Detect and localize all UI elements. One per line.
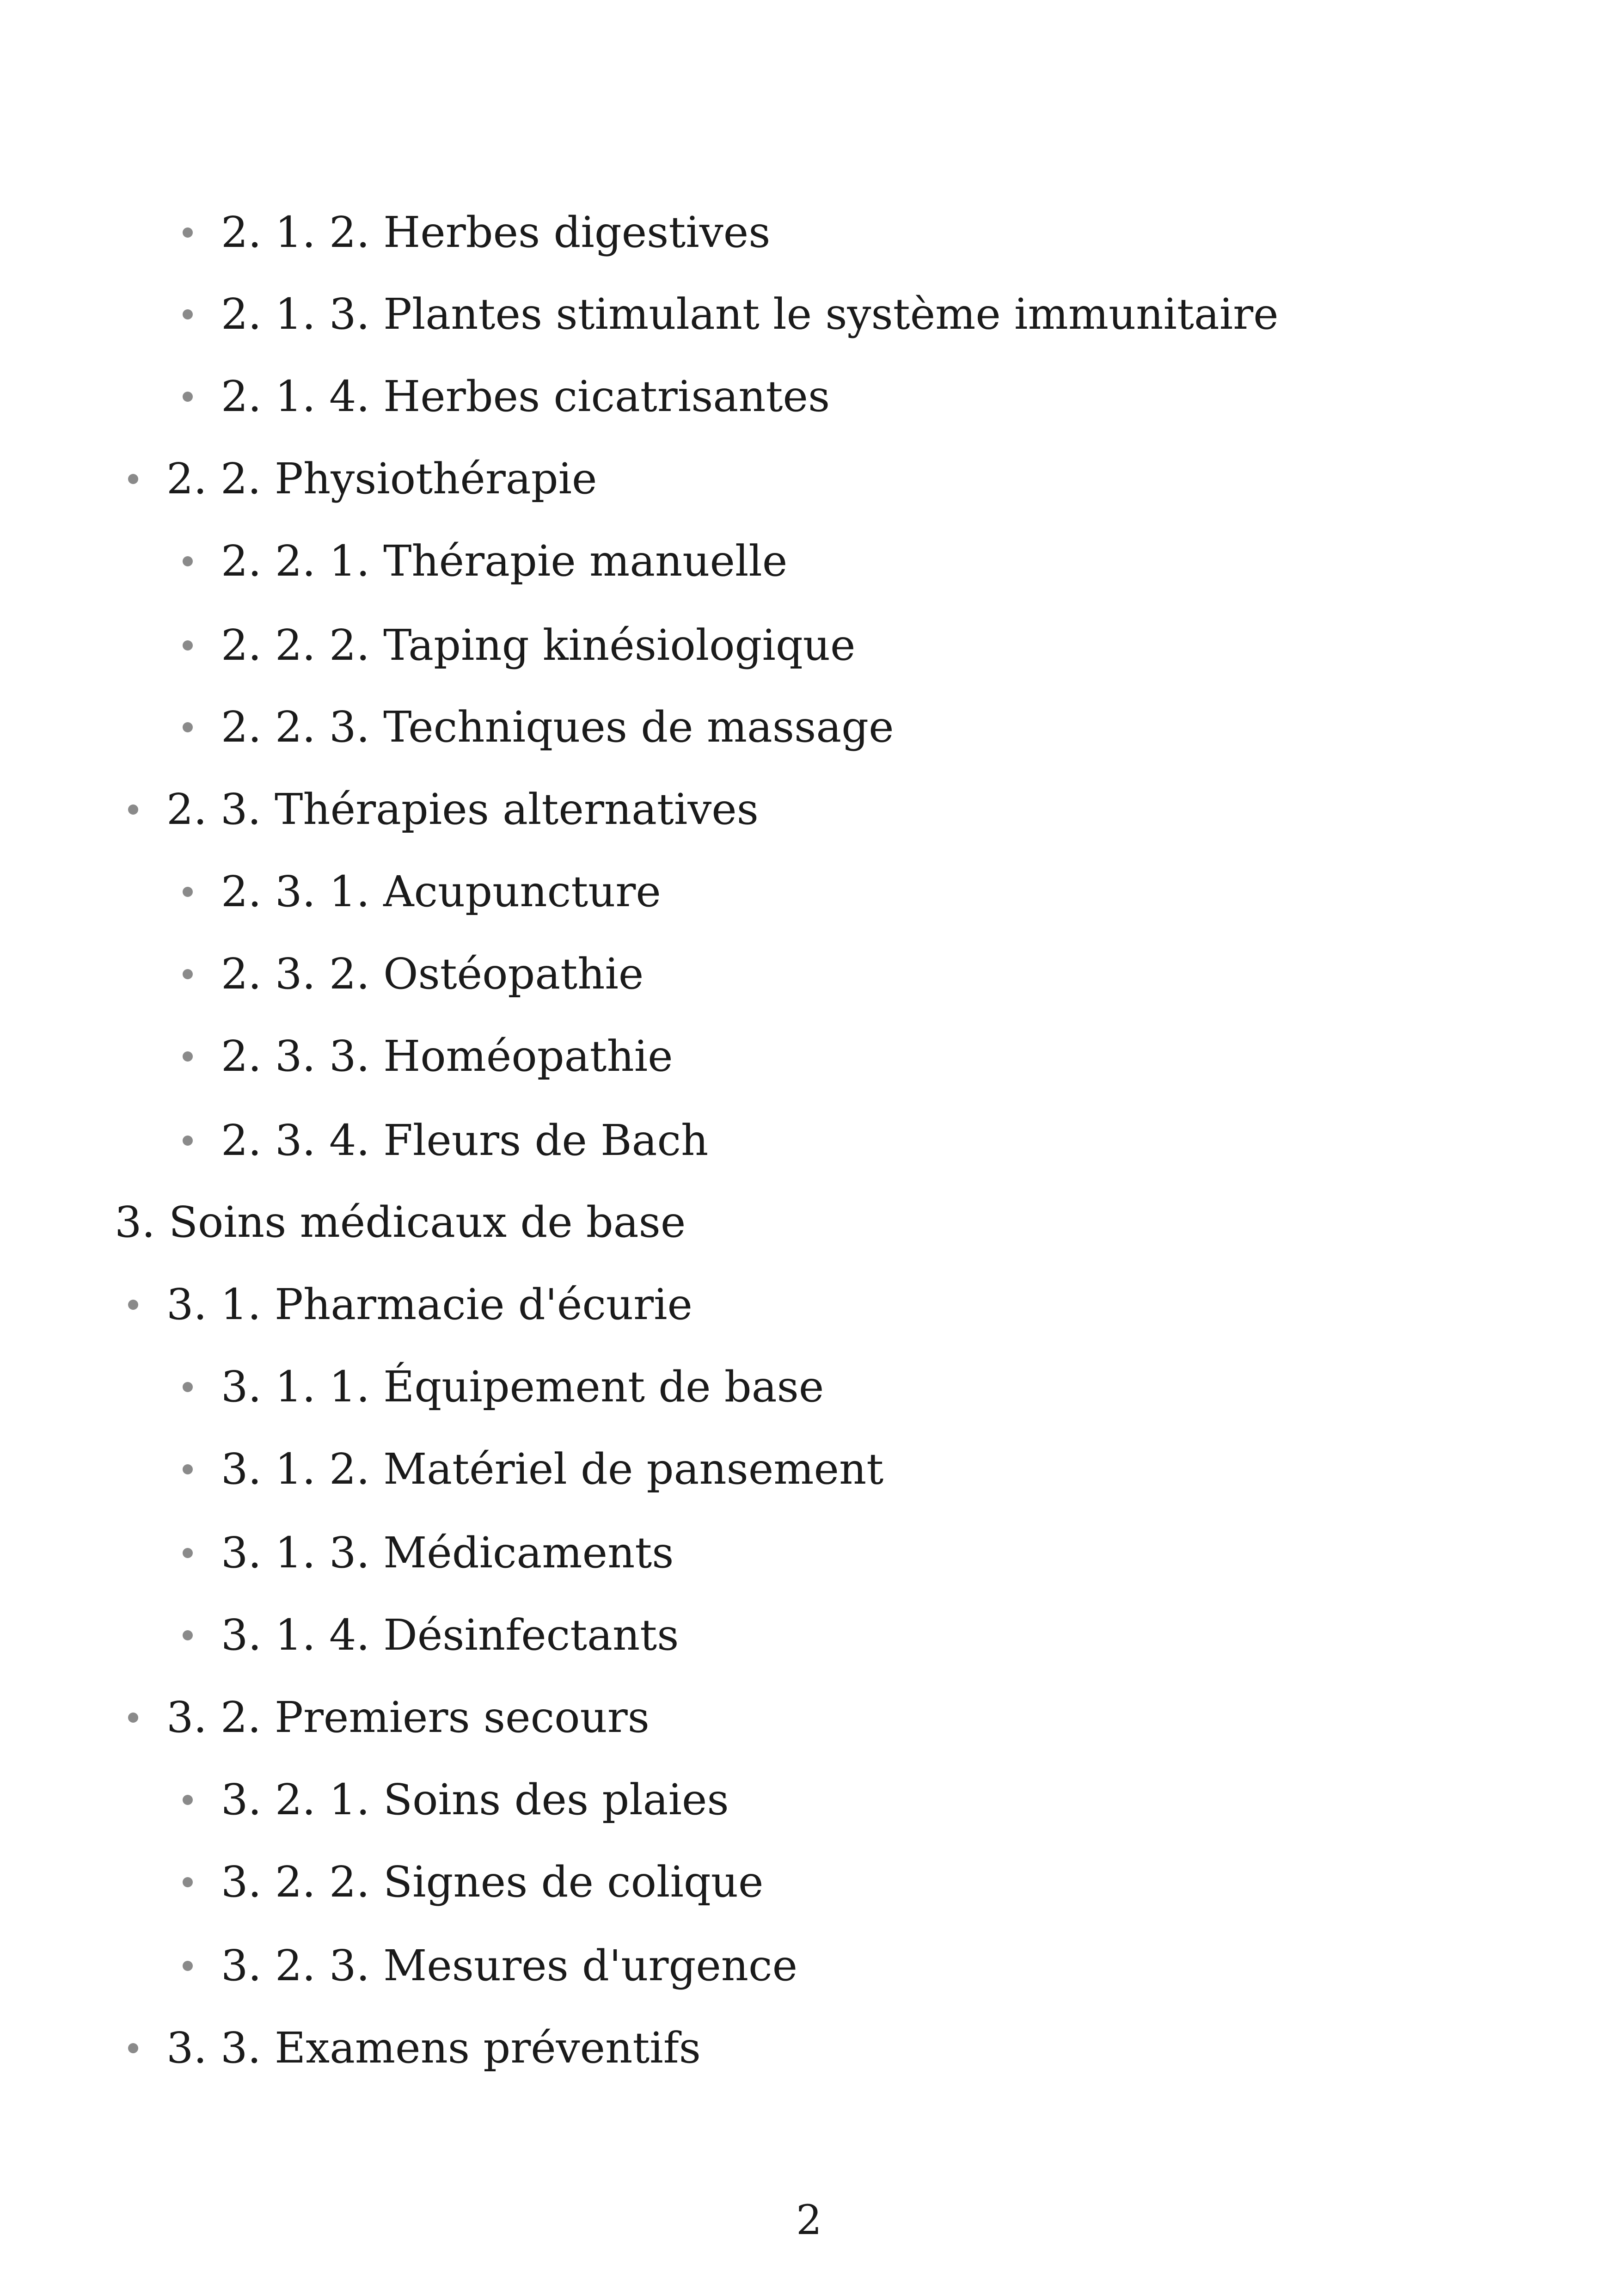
page-number: 2 bbox=[796, 2196, 822, 2244]
toc-entry[interactable] bbox=[0, 1277, 693, 1332]
bullet-icon bbox=[183, 556, 193, 566]
bullet-icon bbox=[183, 1795, 193, 1805]
toc-entry-label: 2. 3. 4. Fleurs de Bach bbox=[221, 1116, 709, 1165]
toc-entry-label: 2. 3. Thérapies alternatives bbox=[166, 785, 759, 834]
toc-entry[interactable] bbox=[0, 946, 644, 1002]
bullet-icon bbox=[183, 1630, 193, 1640]
bullet-icon bbox=[183, 227, 193, 238]
toc-entry-label: 2. 2. 3. Techniques de massage bbox=[221, 702, 894, 752]
toc-entry-label: 2. 2. 2. Taping kinésiologique bbox=[221, 620, 856, 670]
toc-entry[interactable] bbox=[0, 700, 894, 755]
toc-entry[interactable] bbox=[0, 1525, 674, 1581]
bullet-icon bbox=[183, 1464, 193, 1474]
toc-entry[interactable] bbox=[0, 618, 855, 673]
bullet-icon bbox=[183, 1877, 193, 1887]
toc-entry-label: 2. 1. 3. Plantes stimulant le système immunitaire bbox=[221, 289, 1279, 339]
toc-entry[interactable] bbox=[0, 451, 597, 507]
toc-entry-label: 3. 2. 2. Signes de colique bbox=[221, 1857, 764, 1907]
toc-entry-label: 3. 2. Premiers secours bbox=[166, 1693, 650, 1742]
toc-entry-label: 3. 1. 2. Matériel de pansement bbox=[221, 1444, 884, 1494]
toc-entry[interactable] bbox=[0, 534, 787, 589]
toc-entry-label: 3. 1. 3. Médicaments bbox=[221, 1528, 674, 1578]
bullet-icon bbox=[183, 1051, 193, 1062]
toc-entry[interactable] bbox=[0, 782, 759, 837]
toc-entry-label: 3. Soins médicaux de base bbox=[115, 1197, 686, 1247]
toc-entry-label: 2. 2. Physiothérapie bbox=[166, 454, 597, 503]
toc-entry[interactable] bbox=[0, 1690, 650, 1745]
toc-entry-label: 3. 3. Examens préventifs bbox=[166, 2023, 701, 2073]
toc-entry-label: 2. 1. 4. Herbes cicatrisantes bbox=[221, 372, 830, 421]
toc-entry-label: 2. 3. 1. Acupuncture bbox=[221, 867, 661, 916]
toc-entry[interactable] bbox=[0, 1359, 824, 1415]
toc-entry[interactable] bbox=[0, 864, 661, 920]
toc-entry[interactable] bbox=[0, 1029, 673, 1084]
bullet-icon bbox=[183, 722, 193, 732]
toc-entry-label: 2. 1. 2. Herbes digestives bbox=[221, 208, 771, 257]
bullet-icon bbox=[183, 640, 193, 651]
bullet-icon bbox=[183, 1136, 193, 1146]
bullet-icon bbox=[183, 392, 193, 402]
bullet-icon bbox=[183, 1548, 193, 1558]
toc-entry[interactable] bbox=[0, 205, 770, 260]
bullet-icon bbox=[128, 1300, 138, 1310]
bullet-icon bbox=[183, 969, 193, 979]
toc-entry[interactable] bbox=[0, 1772, 729, 1828]
toc-entry-label: 2. 3. 3. Homéopathie bbox=[221, 1031, 673, 1081]
bullet-icon bbox=[128, 474, 138, 484]
bullet-icon bbox=[128, 1713, 138, 1723]
toc-entry-label: 3. 2. 3. Mesures d'urgence bbox=[221, 1941, 798, 1990]
toc-entry-label: 3. 1. 4. Désinfectants bbox=[221, 1610, 679, 1660]
toc-entry[interactable] bbox=[0, 369, 830, 424]
toc-entry[interactable] bbox=[0, 287, 1279, 342]
toc-entry[interactable] bbox=[0, 1195, 686, 1250]
bullet-icon bbox=[128, 2043, 138, 2053]
toc-entry[interactable] bbox=[0, 1854, 764, 1910]
toc-entry-label: 3. 1. 1. Équipement de base bbox=[221, 1362, 824, 1412]
toc-entry-label: 2. 2. 1. Thérapie manuelle bbox=[221, 536, 788, 586]
toc-entry[interactable] bbox=[0, 1442, 883, 1497]
bullet-icon bbox=[183, 309, 193, 319]
toc-entry[interactable] bbox=[0, 1938, 797, 1994]
bullet-icon bbox=[183, 1961, 193, 1971]
bullet-icon bbox=[128, 804, 138, 815]
toc-entry-label: 2. 3. 2. Ostéopathie bbox=[221, 949, 644, 999]
toc-entry-label: 3. 1. Pharmacie d'écurie bbox=[166, 1280, 693, 1329]
toc-entry[interactable] bbox=[0, 1113, 708, 1168]
bullet-icon bbox=[183, 1382, 193, 1392]
toc-entry[interactable] bbox=[0, 1608, 679, 1663]
toc-entry[interactable] bbox=[0, 2020, 701, 2076]
bullet-icon bbox=[183, 887, 193, 897]
toc-entry-label: 3. 2. 1. Soins des plaies bbox=[221, 1775, 729, 1824]
